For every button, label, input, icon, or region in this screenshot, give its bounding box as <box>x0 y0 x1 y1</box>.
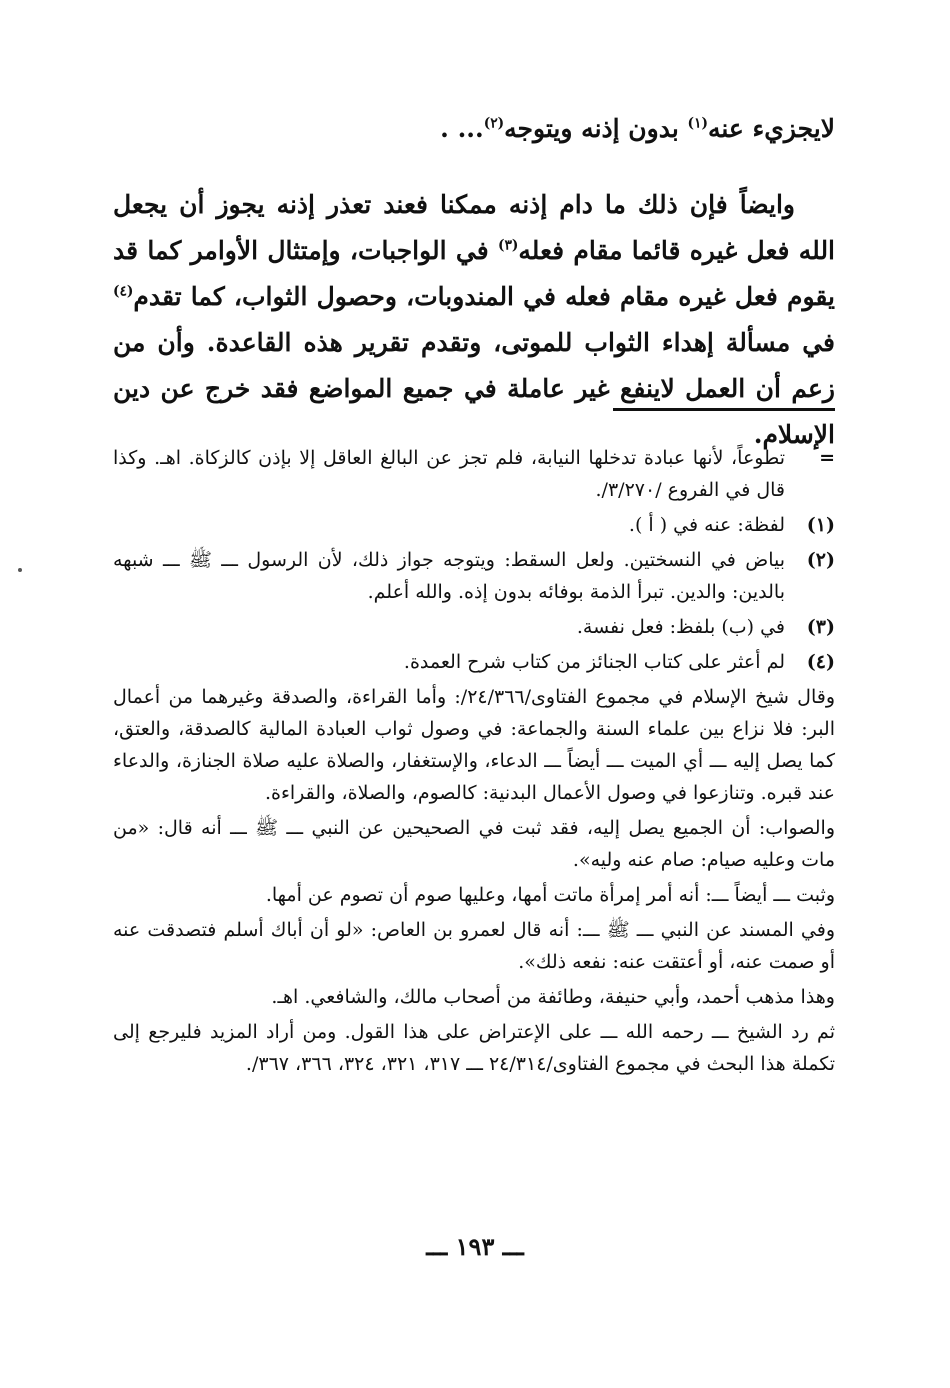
footnote-4-paragraph-6: ثم رد الشيخ ـــ رحمه الله ـــ على الإعتراض على هذا القول. ومن أراد المزيد فليرجع إلى تكملة هذا البحث في مجموع الفتاوى/٢٤/٣١٤ ـــ ٣١٧، ٣٢١، ٣٢٤، ٣٦٦، ٣٦٧/. <box>113 1021 835 1075</box>
footnote-4-paragraph-5: وهذا مذهب أحمد، وأبي حنيفة، وطائفة من أصحاب مالك، والشافعي. اهـ. <box>271 986 835 1008</box>
continuation-mark: = <box>819 447 835 469</box>
footnote-text: لفظة: عنه في ( أ ). <box>628 514 785 536</box>
main-paragraph-a: وايضاً فإن ذلك ما دام إذنه ممكنا فعند تعذر إذنه يجوز أن يجعل الله فعل غيره قائما مقام فعله <box>113 190 836 265</box>
page-number: ـــ ١٩٣ ـــ <box>426 1232 524 1261</box>
main-paragraph-c: في مسألة إهداء الثواب للموتى، وتقدم تقرير هذه القاعدة. وأن من زعم أن العمل لاينفع غير عاملة في جميع المواضع فقد خرج عن دين الإسلام. <box>113 328 835 449</box>
main-line-1-c: ... . <box>440 114 484 143</box>
footnote-number: (٤) <box>806 651 835 673</box>
main-paragraph-b: في الواجبات، وإمتثال الأوامر كما قد يقوم فعل غيره مقام فعله في المندوبات، وحصول الثواب، كما تقدم <box>113 236 835 311</box>
footnotes <box>113 442 835 1083</box>
footnote-2 <box>113 544 835 608</box>
footnote-text: لم أعثر على كتاب الجنائز من كتاب شرح العمدة. <box>403 651 785 673</box>
footnote-number: (١) <box>806 514 835 536</box>
footnote-text: في (ب) بلفظ: فعل نفسة. <box>576 616 785 638</box>
continuation-text: تطوعاً، لأنها عبادة تدخلها النيابة، فلم تجز عن البالغ العاقل إلا بإذن كالزكاة. اهـ. وكذا قال في الفروع /٣/٢٧٠/. <box>113 447 785 501</box>
scan-speck <box>18 568 22 572</box>
main-line-1 <box>113 106 835 152</box>
footnote-ref-3: (٣) <box>497 237 519 254</box>
main-line-1-b: بدون إذنه ويتوجه <box>504 114 688 143</box>
footnote-ref-4: (٤) <box>113 283 134 300</box>
main-paragraph <box>113 182 835 458</box>
main-line-1-a: لايجزيء عنه <box>707 114 835 143</box>
footnote-number: (٣) <box>806 616 835 638</box>
footnote-4-paragraph-4: وفي المسند عن النبي ـــ ﷺ ـــ: أنه قال لعمرو بن العاص: «لو أن أباك أسلم فتصدقت عنه أو صمت عنه، أو أعتقت عنه: نفعه ذلك». <box>113 919 835 973</box>
footnote-continuation <box>113 442 835 506</box>
footnote-1 <box>113 509 835 541</box>
footnote-3 <box>113 611 835 643</box>
footnote-4 <box>113 646 835 678</box>
footnote-4-paragraph-2: والصواب: أن الجميع يصل إليه، فقد ثبت في الصحيحين عن النبي ـــ ﷺ ـــ أنه قال: «من مات وعليه صيام: صام عنه وليه». <box>113 817 835 871</box>
footnote-4-paragraph-1: وقال شيخ الإسلام في مجموع الفتاوى/٢٤/٣٦٦/: وأما القراءة، والصدقة وغيرهما من أعمال البر: فلا نزاع بين علماء السنة والجماعة: في وصول ثواب العبادة المالية كالصدقة، والعتق، كما يصل إليه ـــ أي الميت ـــ أيضاً ـــ الدعاء، والإستغفار، والصلاة عليه صلاة الجنازة، والدعاء عند قبره. وتنازعوا في وصول الأعمال البدنية: كالصوم، والصلاة، والقراءة. <box>113 686 835 804</box>
footnote-ref-1: (١) <box>687 115 708 132</box>
footnote-text: بياض في النسختين. ولعل السقط: ويتوجه جواز ذلك، لأن الرسول ـــ ﷺ ـــ شبهه بالدين: والدين. تبرأ الذمة بوفائه بدون إذه. والله أعلم. <box>113 549 785 603</box>
footnote-number: (٢) <box>806 549 835 571</box>
footnote-separator <box>613 408 835 411</box>
footnote-4-paragraph-3: وثبت ـــ أيضاً ـــ: أنه أمر إمرأة ماتت أمها، وعليها صوم أن تصوم عن أمها. <box>265 884 835 906</box>
footnote-ref-2: (٢) <box>483 115 505 132</box>
main-text <box>113 106 835 458</box>
